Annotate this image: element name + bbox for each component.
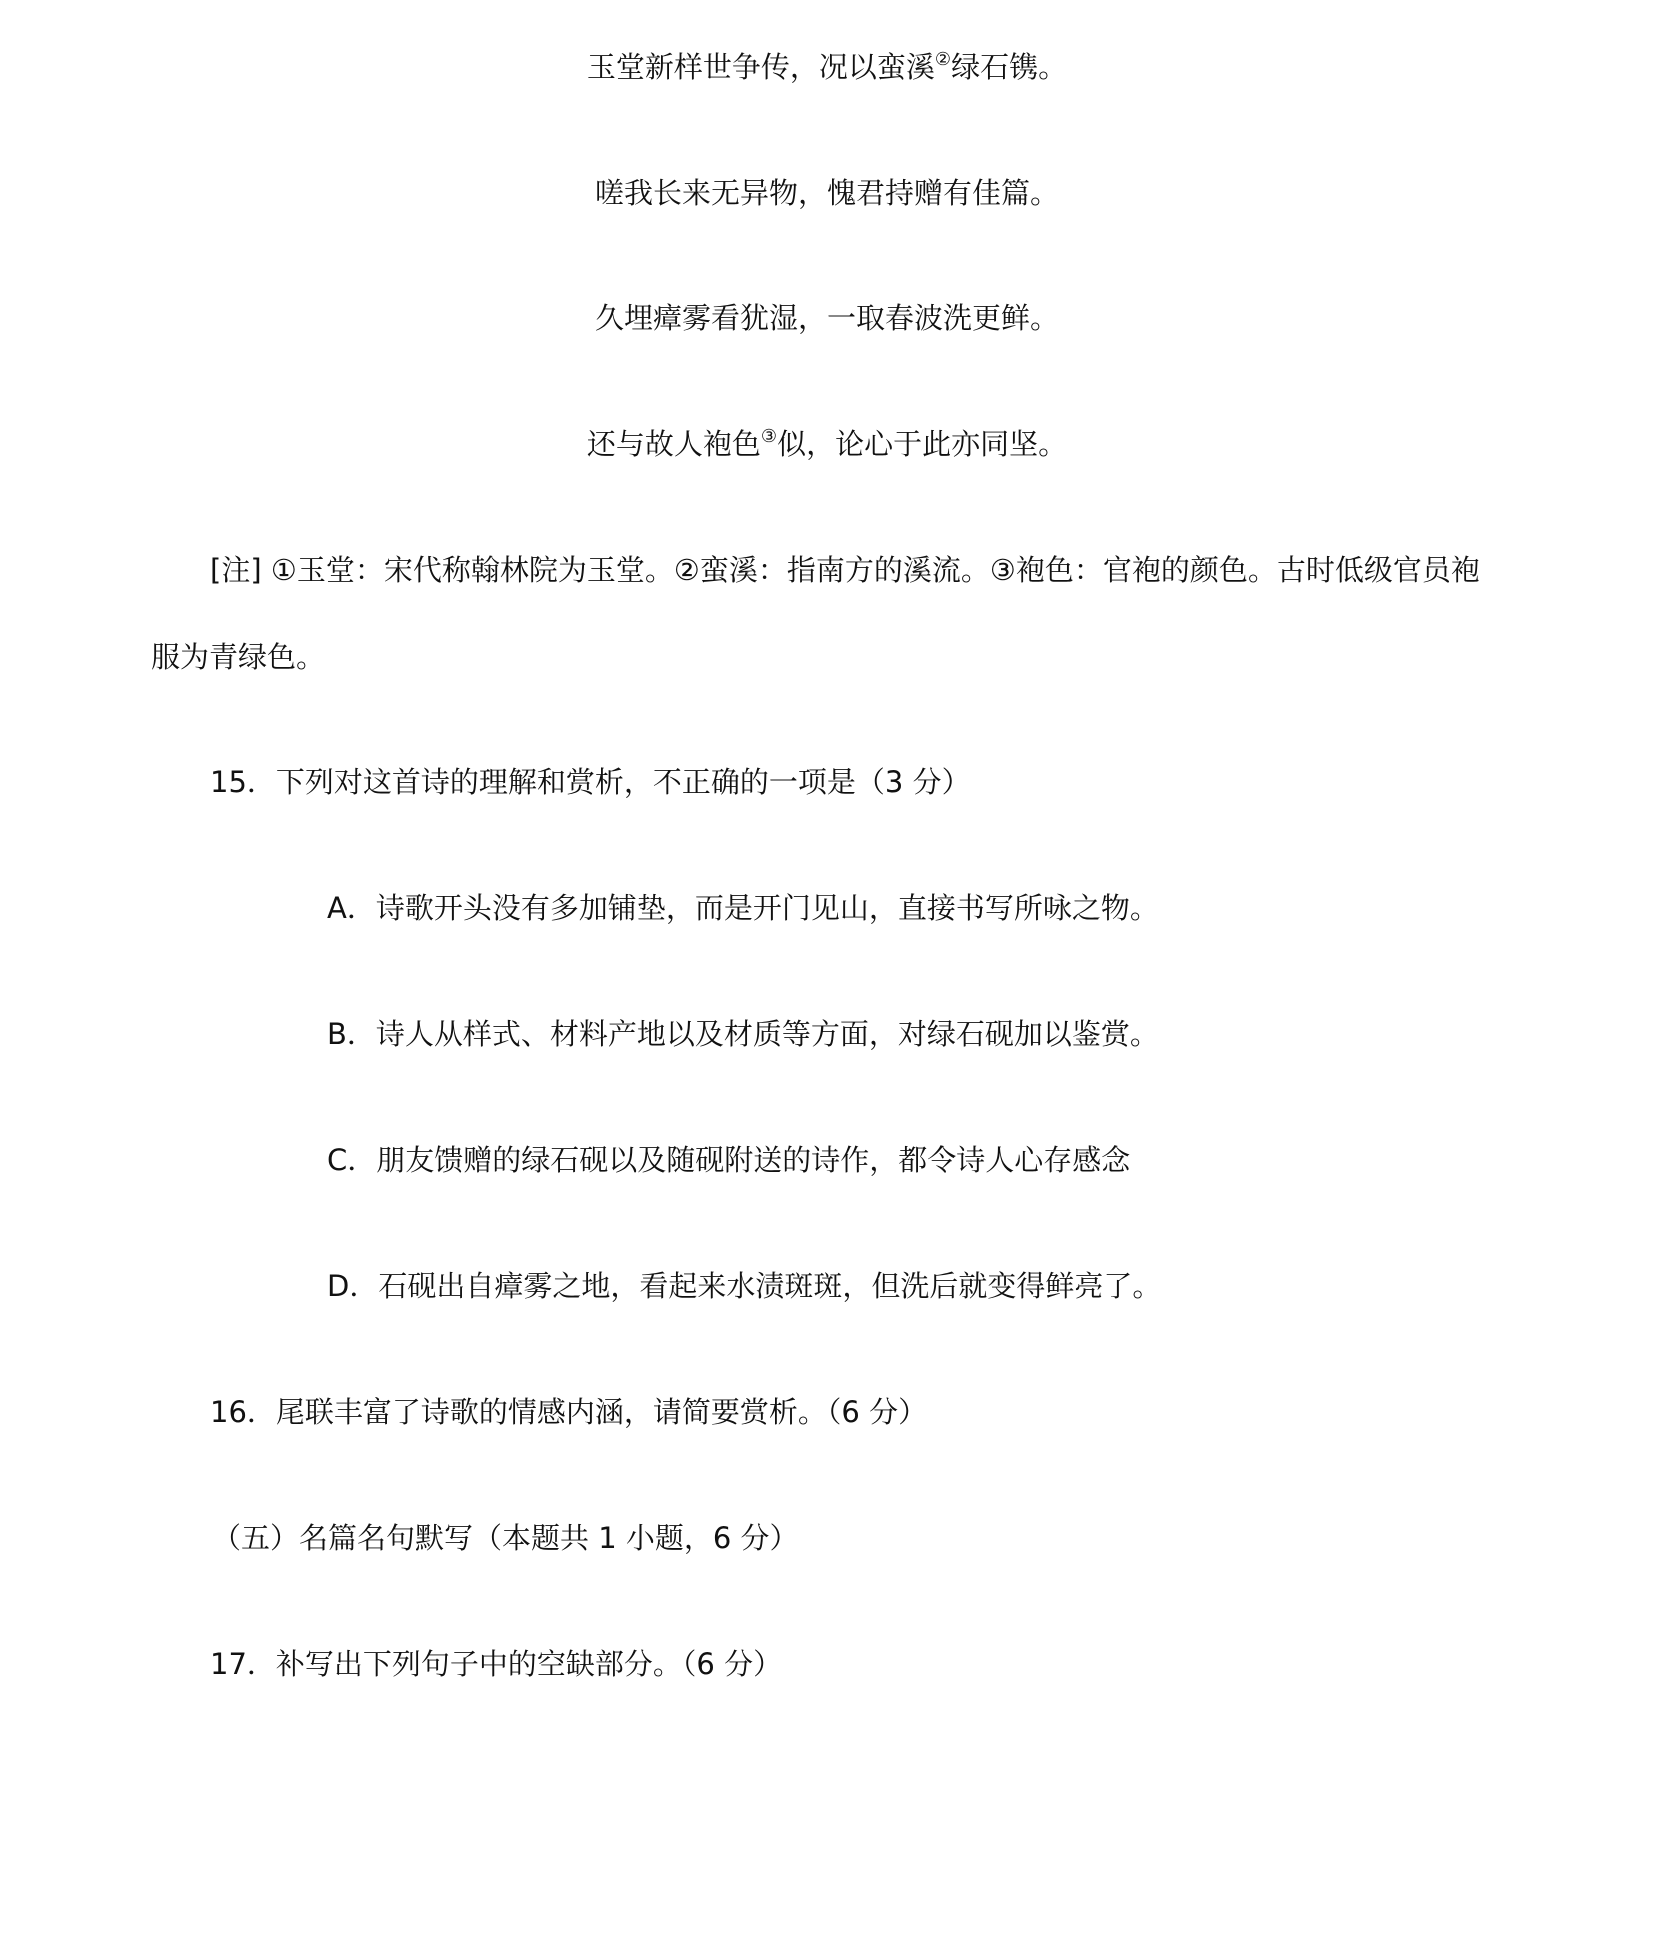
poem-line-4-text-end: 似，论心于此亦同坚。 [777, 427, 1068, 461]
poem-line-1-text: 玉堂新样世争传，况以蛮溪 [586, 50, 935, 84]
question-15-stem: 15．下列对这首诗的理解和赏析，不正确的一项是（3 分） [210, 765, 971, 799]
section-5-heading: （五）名篇名句默写（本题共 1 小题，6 分） [212, 1521, 799, 1555]
poem-line-3: 久埋瘴雾看犹湿，一取春波洗更鲜。 [594, 301, 1059, 335]
footnote-marker-2: ② [934, 49, 952, 70]
question-15-option-a: A．诗歌开头没有多加铺垫，而是开门见山，直接书写所咏之物。 [327, 891, 1159, 925]
poem-line-4-text: 还与故人袍色 [586, 427, 761, 461]
poem-line-1 [0, 47, 1654, 87]
poem-line-2: 嗟我长来无异物，愧君持赠有佳篇。 [594, 176, 1059, 210]
question-16: 16．尾联丰富了诗歌的情感内涵，请简要赏析。（6 分） [210, 1395, 928, 1429]
annotation-line-2: 服为青绿色。 [151, 640, 326, 674]
question-15-option-d: D．石砚出自瘴雾之地，看起来水渍斑斑，但洗后就变得鲜亮了。 [327, 1269, 1162, 1303]
question-15-option-b: B．诗人从样式、材料产地以及材质等方面，对绿石砚加以鉴赏。 [327, 1017, 1159, 1051]
footnote-marker-3: ③ [760, 426, 778, 447]
poem-line-1-text-end: 绿石镌。 [951, 50, 1068, 84]
question-17: 17．补写出下列句子中的空缺部分。（6 分） [210, 1647, 783, 1681]
poem-line-4 [0, 424, 1654, 464]
question-15-option-c: C．朋友馈赠的绿石砚以及随砚附送的诗作，都令诗人心存感念 [327, 1143, 1131, 1177]
annotation-line-1: [注] ①玉堂：宋代称翰林院为玉堂。②蛮溪：指南方的溪流。③袍色：官袍的颜色。古时低级官员袍 [210, 553, 1480, 587]
